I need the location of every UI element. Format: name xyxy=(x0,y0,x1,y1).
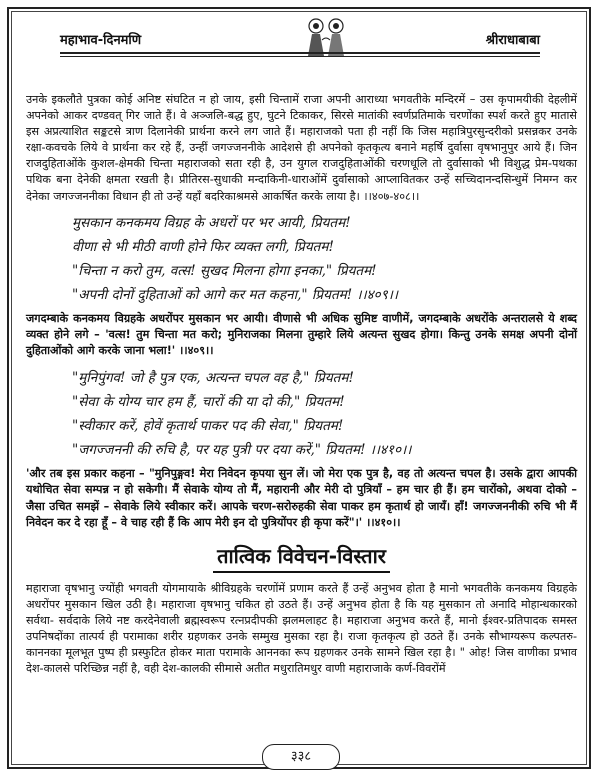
verse-line: "मुनिपुंगव! जो है पुत्र एक, अत्यन्त चपल वह है," प्रियतम! xyxy=(72,369,354,386)
verse-line: "अपनी दोनों दुहिताओं को आगे कर मत कहना," प्रियतम! ।।४०९।। xyxy=(72,286,398,303)
handwritten-verse xyxy=(26,211,577,307)
verse-line: मुसकान कनकमय विग्रह के अधरों पर भर आयी, प्रियतम! xyxy=(72,214,351,231)
page-content xyxy=(26,92,577,677)
handwritten-verse xyxy=(26,366,577,462)
paragraph-bold: 'और तब इस प्रकार कहना – "मुनिपुङ्गव! मेरा निवेदन कृपया सुन लें। जो मेरा एक पुत्र है, वह तो अत्यन्त चपल है। उसके द्वारा आपकी यथोचित सेवा सम्पन्न न हो सकेगी। मैं सेवाके योग्य तो मैं, महारानी और मेरी दो पुत्रियाँ – हम चार ही हैं। हम चारोंको, अथवा दोको – जैसा उचित समझें – सेवाके लिये स्वीकार करें। आपके चरण-सरोरुहकी सेवा पाकर हम कृतार्थ हो जायँ। हाँ! जगज्जननीकी रुचि भी मैं निवेदन कर दे रहा हूँ – वे चाह रही हैं कि आप मेरी इन दो पुत्रियोंपर ही कृपा करें"।' ।।४१०।। xyxy=(26,466,577,530)
section-heading-text: तात्विक विवेचन-विस्तार xyxy=(213,542,390,573)
paragraph: उनके इकलौते पुत्रका कोई अनिष्ट संघटित न हो जाय, इसी चिन्तामें राजा अपनी आराध्या भगवतीके मन्दिरमें – उस कृपामयीकी देहलीमें अपनेको आकर दण्डवत् गिर जाते हैं। वे अञ्जलि-बद्ध हुए, घुटने टिकाकर, सिरसे मातांकी स्वर्णप्रतिमाके चरणोंका स्पर्श करते हुए मातासे इस अप्रत्याशित सङ्कटसे त्राण दिलानेकी प्रार्थना करने लग जाते हैं। महाराजको पता ही नहीं कि जिस महात्रिपुरसुन्दरीको प्रसन्नकर उनके रक्षा-कवचके लिये वे प्रार्थना कर रहे हैं, उन्हीं जगज्जननीके आदेशसे ही अपनेको कृतकृत्य बनाने महर्षि दुर्वासा वृषभानुपुर आये हैं। जिन राजदुहिताओंके कुशल-क्षेमकी चिन्ता महाराजको सता रही है, उन युगल राजदुहिताओंकी चरणधूलि तो दुर्वासाको भी विशुद्ध प्रेम-पथका पथिक बना देनेकी क्षमता रखती है। प्रीतिरस-सुधाकी मन्दाकिनी-धाराओंमें दुर्वासाको आप्लावितकर उन्हें सच्चिदानन्दसिन्धुमें निमग्न कर देनेका जगज्जननीका विधान ही तो उन्हें यहाँ बदरिकाश्रमसे आकर्षित करके लाया है। ।।४०७-४०८।। xyxy=(26,93,577,203)
header-author-name: श्रीराधाबाबा xyxy=(485,33,540,48)
header-rule-thin xyxy=(60,56,540,57)
header-book-title: महाभाव-दिनमणि xyxy=(60,33,142,48)
paragraph: महाराजा वृषभानु ज्योंही भगवती योगमायाके श्रीविग्रहके चरणोंमें प्रणाम करते हैं उन्हें अनुभव होता है मानो भगवतीके कनकमय विग्रहके अधरोंपर मुसकान खिल उठी है। महाराजा वृषभानु चकित हो उठते हैं। उन्हें अनुभव होता है कि यह मुसकान तो अनादि मोहान्धकारको सर्वथा- सर्वदाके लिये नष्ट करदेनेवाली ब्रह्मस्वरूप रत्नप्रदीपकी झलमलाहट है। महाराजा अनुभव करते हैं, मानो ईश्वर-प्रतिपादक समस्त उपनिषदोंका तात्पर्य ही परामाका शरीर ग्रहणकर उनके सम्मुख मुसका रहा है। राजा कृतकृत्य हो उठते हैं। उनके सौभाग्यरूप कल्पतरु-काननका मूलभूत पुष्प ही प्रस्फुटित होकर माता परामाके आननका रूप ग्रहणकर उनके सामने खिल रहा है। " ओह! जिस वाणीका प्रभाव देश-कालसे परिच्छिन्न नहीं है, वही देश-कालकी सीमासे अतीत मधुरातिमधुर वाणी महाराजाके कर्ण-विवरोंमें xyxy=(26,581,578,675)
verse-line: "चिन्ता न करो तुम, वत्स! सुखद मिलना होगा इनका," प्रियतम! xyxy=(72,262,377,279)
section-heading xyxy=(26,542,577,573)
page-number: ३३८ xyxy=(262,744,340,770)
paragraph-bold: जगदम्बाके कनकमय विग्रहके अधरोंपर मुसकान भर आयी। वीणासे भी अधिक सुमिष्ट वाणीमें, जगदम्बाके अधरोंके अन्तरालसे ये शब्द व्यक्त होने लगे – 'वत्स! तुम चिन्ता मत करो; मुनिराजका मिलना तुम्हारे लिये अत्यन्त सुखद होगा। किन्तु उनके समक्ष अपनी दोनों दुहिताओंको आगे करके जाना भला!' ।।४०९।। xyxy=(26,311,577,358)
verse-line: "जगज्जननी की रुचि है, पर यह पुत्री पर दया करें," प्रियतम! ।।४१०।। xyxy=(72,441,412,458)
page-header xyxy=(60,22,540,62)
verse-line: "सेवा के योग्य चार हम हैं, चारों की या दो की," प्रियतम! xyxy=(72,393,345,410)
verse-line: वीणा से भी मीठी वाणी होने फिर व्यक्त लगी, प्रियतम! xyxy=(72,238,334,255)
verse-line: "स्वीकार करें, होवें कृतार्थ पाकर पद की सेवा," प्रियतम! xyxy=(72,417,344,434)
header-rule xyxy=(60,52,540,54)
